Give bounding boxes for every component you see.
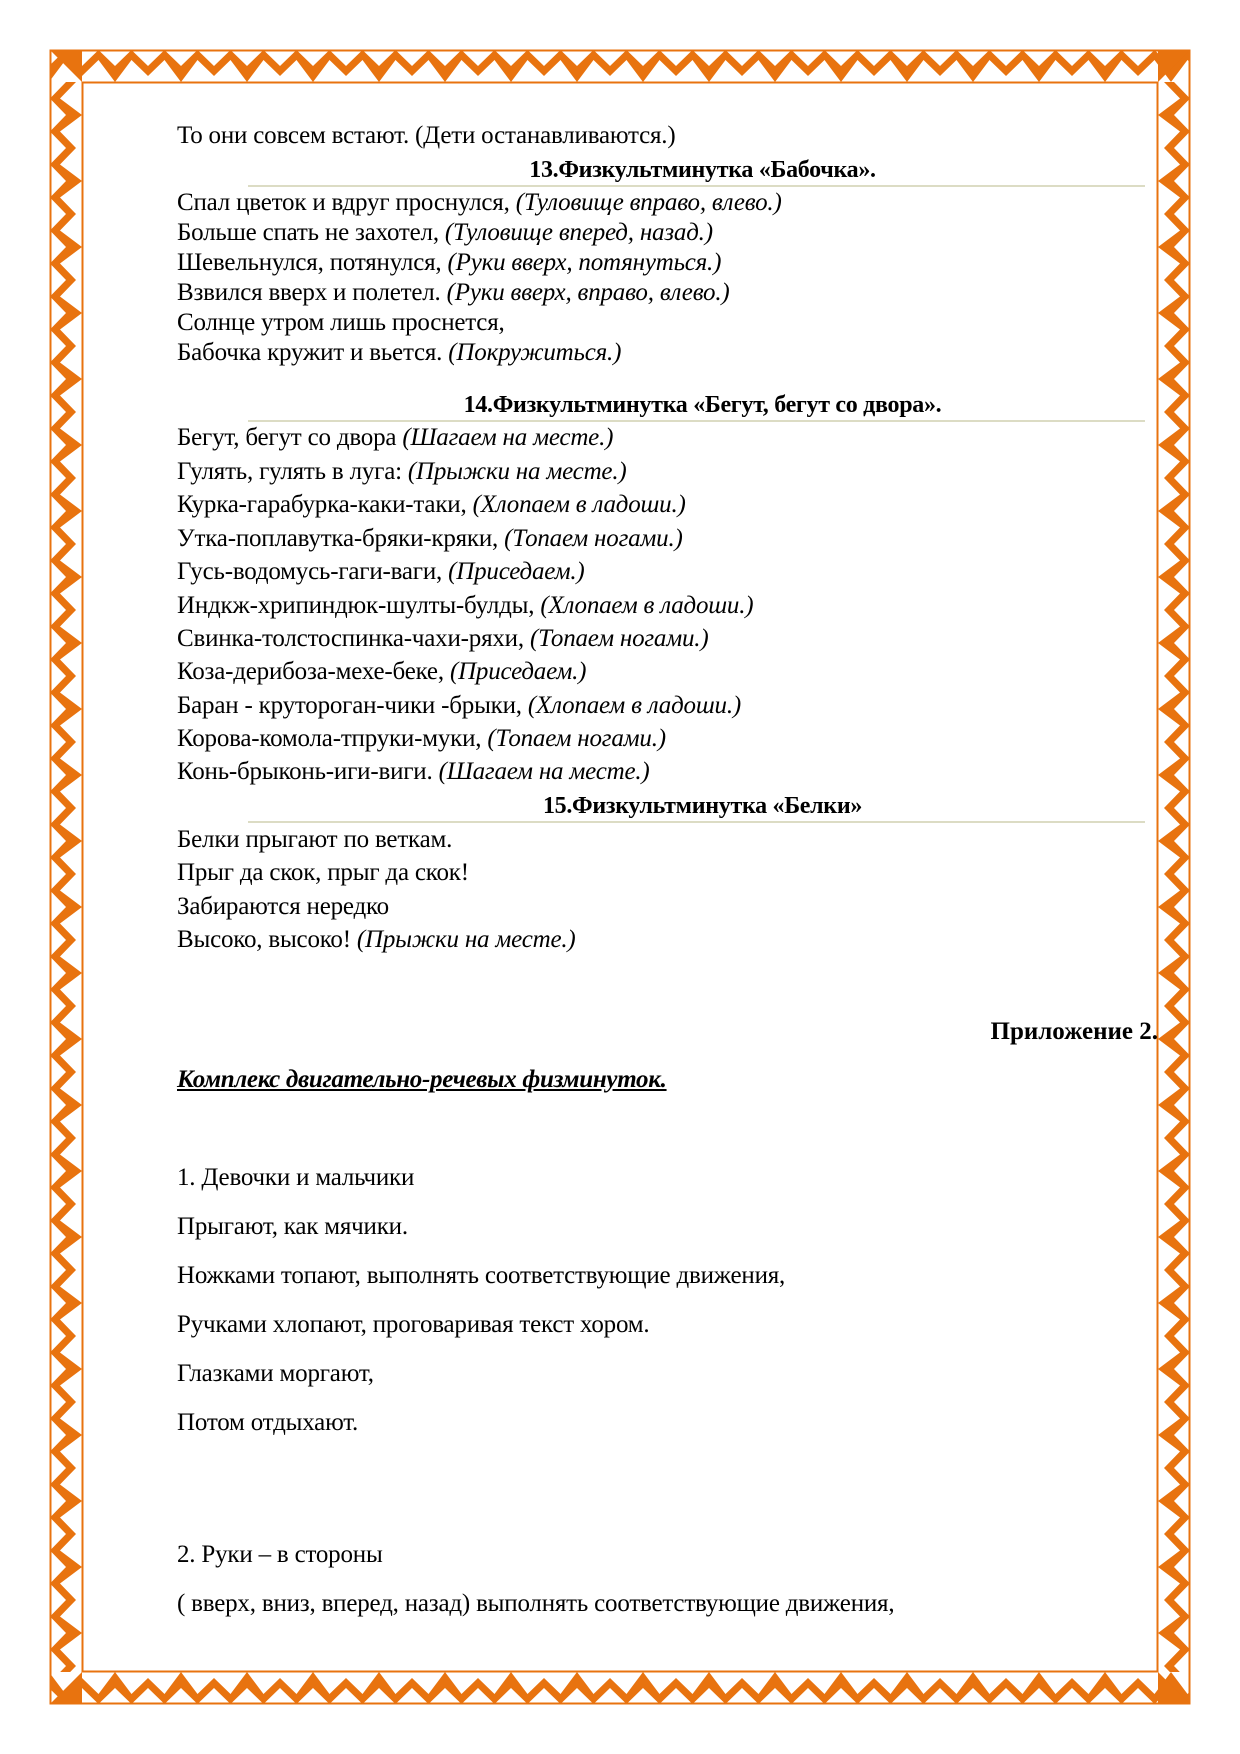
- stage-direction: (Прыжки на месте.): [407, 458, 627, 485]
- section-heading-15: [248, 791, 1145, 823]
- heading-text: 15.Физкультминутка «Белки»: [542, 793, 863, 819]
- line-text: Индкж-хрипиндюк-шулты-булды,: [177, 592, 541, 619]
- verse-line: [177, 188, 782, 218]
- verse-line: [177, 557, 585, 587]
- stage-direction: (Топаем ногами.): [529, 625, 709, 652]
- exercise-line: 1. Девочки и мальчики: [177, 1164, 415, 1191]
- section-heading-13: [248, 155, 1145, 187]
- stage-direction: (Топаем ногами.): [487, 725, 666, 752]
- line-text: Белки прыгают по веткам.: [177, 826, 453, 853]
- verse-line: [177, 524, 683, 554]
- stage-direction: (Руки вверх, потянуться.): [447, 249, 722, 276]
- stage-direction: (Хлопаем в ладоши.): [527, 692, 742, 719]
- line-text: Гулять, гулять в луга:: [177, 458, 408, 485]
- line-text: Забираются нередко: [177, 893, 389, 920]
- line-text: Взвился вверх и полетел.: [177, 279, 447, 306]
- line-text: Корова-комола-тпруки-муки,: [177, 725, 488, 752]
- line-text: Высоко, высоко!: [177, 926, 357, 953]
- line-text: Конь-брыконь-иги-виги.: [177, 758, 439, 785]
- line-text: Больше спать не захотел,: [177, 219, 445, 246]
- line-text: Гусь-водомусь-гаги-ваги,: [177, 558, 449, 585]
- exercise-line: Прыгают, как мячики.: [177, 1213, 408, 1240]
- stage-direction: (Шагаем на месте.): [438, 758, 650, 785]
- line-text: Спал цветок и вдруг проснулся,: [177, 189, 516, 216]
- stage-direction: (Покружиться.): [448, 339, 622, 366]
- line-text: Свинка-толстоспинка-чахи-ряхи,: [177, 625, 530, 652]
- stage-direction: (Приседаем.): [448, 558, 585, 585]
- verse-line: [177, 218, 713, 248]
- exercise-line: Ручками хлопают, проговаривая текст хором.: [177, 1311, 650, 1338]
- line-text: Утка-поплавутка-бряки-кряки,: [177, 525, 505, 552]
- exercise-line: Ножками топают, выполнять соответствующие движения,: [177, 1262, 786, 1289]
- section-heading-14: [248, 390, 1145, 422]
- stage-direction: (Шагаем на месте.): [402, 424, 614, 451]
- heading-text: 13.Физкультминутка «Бабочка».: [529, 157, 876, 183]
- verse-line: [177, 892, 389, 922]
- verse-line: [177, 457, 627, 487]
- stage-direction: (Хлопаем в ладоши.): [472, 491, 686, 518]
- stage-direction: (Туловище вправо, влево.): [515, 189, 782, 216]
- line-text: Солнце утром лишь проснется,: [177, 309, 505, 336]
- verse-line: [177, 308, 505, 338]
- verse-line: [177, 657, 586, 687]
- stage-direction: (Хлопаем в ладоши.): [540, 592, 754, 619]
- line-text: Прыг да скок, прыг да скок!: [177, 859, 469, 886]
- verse-line: [177, 724, 666, 754]
- stage-direction: (Туловище вперед, назад.): [444, 219, 713, 246]
- stage-direction: (Прыжки на месте.): [356, 926, 576, 953]
- verse-line: [177, 278, 730, 308]
- verse-line: [177, 490, 686, 520]
- exercise-line: 2. Руки – в стороны: [177, 1541, 383, 1568]
- verse-line: [177, 691, 741, 721]
- verse-line: [177, 757, 650, 787]
- appendix-label: Приложение 2.: [990, 1018, 1158, 1045]
- verse-line: [177, 338, 621, 368]
- verse-line: [177, 423, 613, 453]
- verse-line: [177, 624, 708, 654]
- verse-line: [177, 591, 753, 621]
- line-text: То они совсем встают. (Дети останавливаются.): [177, 122, 676, 149]
- stage-direction: (Топаем ногами.): [504, 525, 683, 552]
- line-text: Коза-дерибоза-мехе-беке,: [177, 658, 450, 685]
- heading-text: 14.Физкультминутка «Бегут, бегут со двора».: [463, 392, 942, 418]
- verse-line: [177, 825, 452, 855]
- exercise-line: Потом отдыхают.: [177, 1409, 359, 1436]
- verse-line: [177, 858, 469, 888]
- verse-line: [177, 925, 576, 955]
- line-text: Баран - крутороган-чики -брыки,: [177, 692, 528, 719]
- line-text: Бабочка кружит и вьется.: [177, 339, 449, 366]
- exercise-line: ( вверх, вниз, вперед, назад) выполнять соответствующие движения,: [177, 1590, 895, 1617]
- line-text: Бегут, бегут со двора: [177, 424, 403, 451]
- verse-line: [177, 248, 721, 278]
- stage-direction: (Руки вверх, вправо, влево.): [446, 279, 730, 306]
- appendix-title: Комплекс двигательно-речевых физминуток.: [177, 1066, 667, 1093]
- line-text: Курка-гарабурка-каки-таки,: [177, 491, 473, 518]
- exercise-line: Глазками моргают,: [177, 1360, 374, 1387]
- intro-line: [177, 121, 675, 151]
- line-text: Шевельнулся, потянулся,: [177, 249, 448, 276]
- stage-direction: (Приседаем.): [449, 658, 587, 685]
